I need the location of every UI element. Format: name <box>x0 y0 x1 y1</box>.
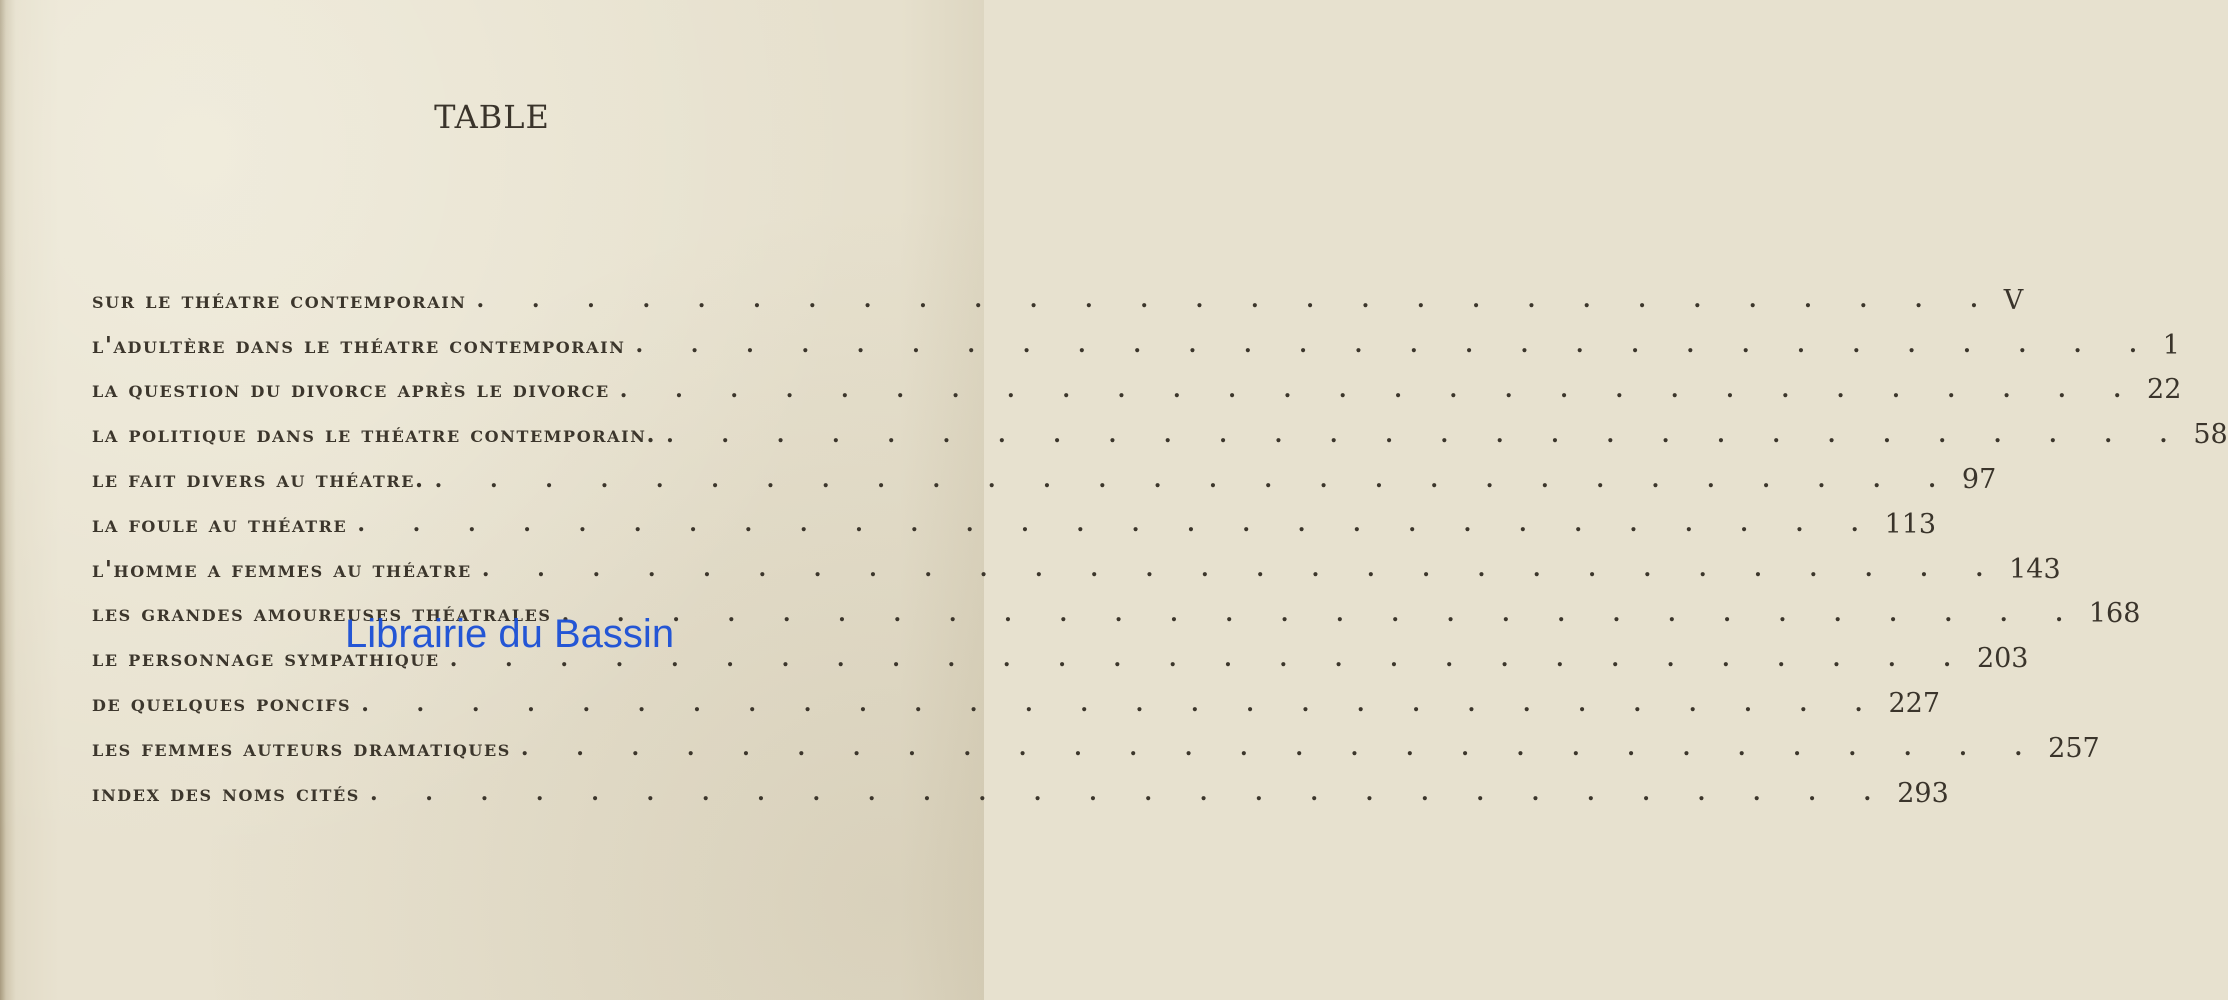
toc-entry <box>92 323 2180 368</box>
toc-page-number: 58 <box>2193 419 2228 451</box>
toc-entry-title: la question du divorce après le divorce <box>92 376 610 404</box>
dot-leader: . . . . . . . . . . . . . . . . . . . . . . . . . . . . <box>635 332 2157 359</box>
toc-entry <box>92 368 2182 413</box>
toc-entry <box>92 726 2100 771</box>
toc-entry-title: de quelques poncifs <box>92 690 352 718</box>
dot-leader: . . . . . . . . . . . . . . . . . . . . . . . . . . . . <box>561 600 2083 627</box>
toc-page-number: 203 <box>1976 643 2029 675</box>
toc-page-number: 97 <box>1961 464 1997 496</box>
dot-leader: . . . . . . . . . . . . . . . . . . . . . . . . . . . . <box>520 735 2043 762</box>
toc-entry-title: index des noms cités <box>92 779 360 807</box>
toc-page-number: 257 <box>2048 732 2100 764</box>
dot-leader: . . . . . . . . . . . . . . . . . . . . . . . . . . . . <box>481 556 2004 583</box>
toc-entry <box>92 681 1941 726</box>
toc-entry <box>92 502 1937 547</box>
toc-entry-title: la politique dans le théatre contemporain. <box>92 421 657 449</box>
dot-leader: . . . . . . . . . . . . . . . . . . . . . . . . . . . . <box>666 421 2188 448</box>
dot-leader: . . . . . . . . . . . . . . . . . . . . . . . . . . . . <box>619 376 2142 403</box>
dot-leader: . . . . . . . . . . . . . . . . . . . . . . . . . . . . <box>449 645 1971 672</box>
toc-entry <box>92 278 2024 323</box>
toc-entry <box>92 771 1949 816</box>
toc-page-number: 293 <box>1897 777 1949 809</box>
toc-page-number: 168 <box>2088 598 2141 630</box>
toc-entry-title: l'adultère dans le théatre contemporain <box>92 331 626 359</box>
toc-page-number: 1 <box>2162 329 2180 361</box>
toc-entry-title: le fait divers au théatre. <box>92 466 425 494</box>
toc-page-number: 143 <box>2009 553 2061 585</box>
watermark-text: Librairie du Bassin <box>345 612 675 656</box>
toc-entry <box>92 412 2228 457</box>
toc-entry-title: la foule au théatre <box>92 510 348 538</box>
toc-page-number: V <box>2003 284 2024 316</box>
toc-entry-title: sur le théatre contemporain <box>92 286 467 314</box>
toc-entry-title: les grandes amoureuses théatrales <box>92 600 552 628</box>
toc-page-number: 227 <box>1888 688 1941 720</box>
toc-entry <box>92 547 2061 592</box>
table-of-contents <box>92 278 2228 816</box>
dot-leader: . . . . . . . . . . . . . . . . . . . . . . . . . . . . <box>361 690 1883 717</box>
toc-entry <box>92 457 1997 502</box>
toc-entry-title: le personnage sympathique <box>92 645 440 673</box>
dot-leader: . . . . . . . . . . . . . . . . . . . . . . . . . . . . <box>357 511 1879 538</box>
dot-leader: . . . . . . . . . . . . . . . . . . . . . . . . . . . . <box>476 287 1998 314</box>
toc-page-number: 113 <box>1884 508 1937 540</box>
toc-page-number: 22 <box>2147 374 2182 406</box>
dot-leader: . . . . . . . . . . . . . . . . . . . . . . . . . . . . <box>369 780 1892 807</box>
page-title: TABLE <box>434 98 550 136</box>
toc-entry-title: l'homme a femmes au théatre <box>92 555 472 583</box>
toc-entry-title: les femmes auteurs dramatiques <box>92 734 511 762</box>
dot-leader: . . . . . . . . . . . . . . . . . . . . . . . . . . . . <box>434 466 1956 493</box>
